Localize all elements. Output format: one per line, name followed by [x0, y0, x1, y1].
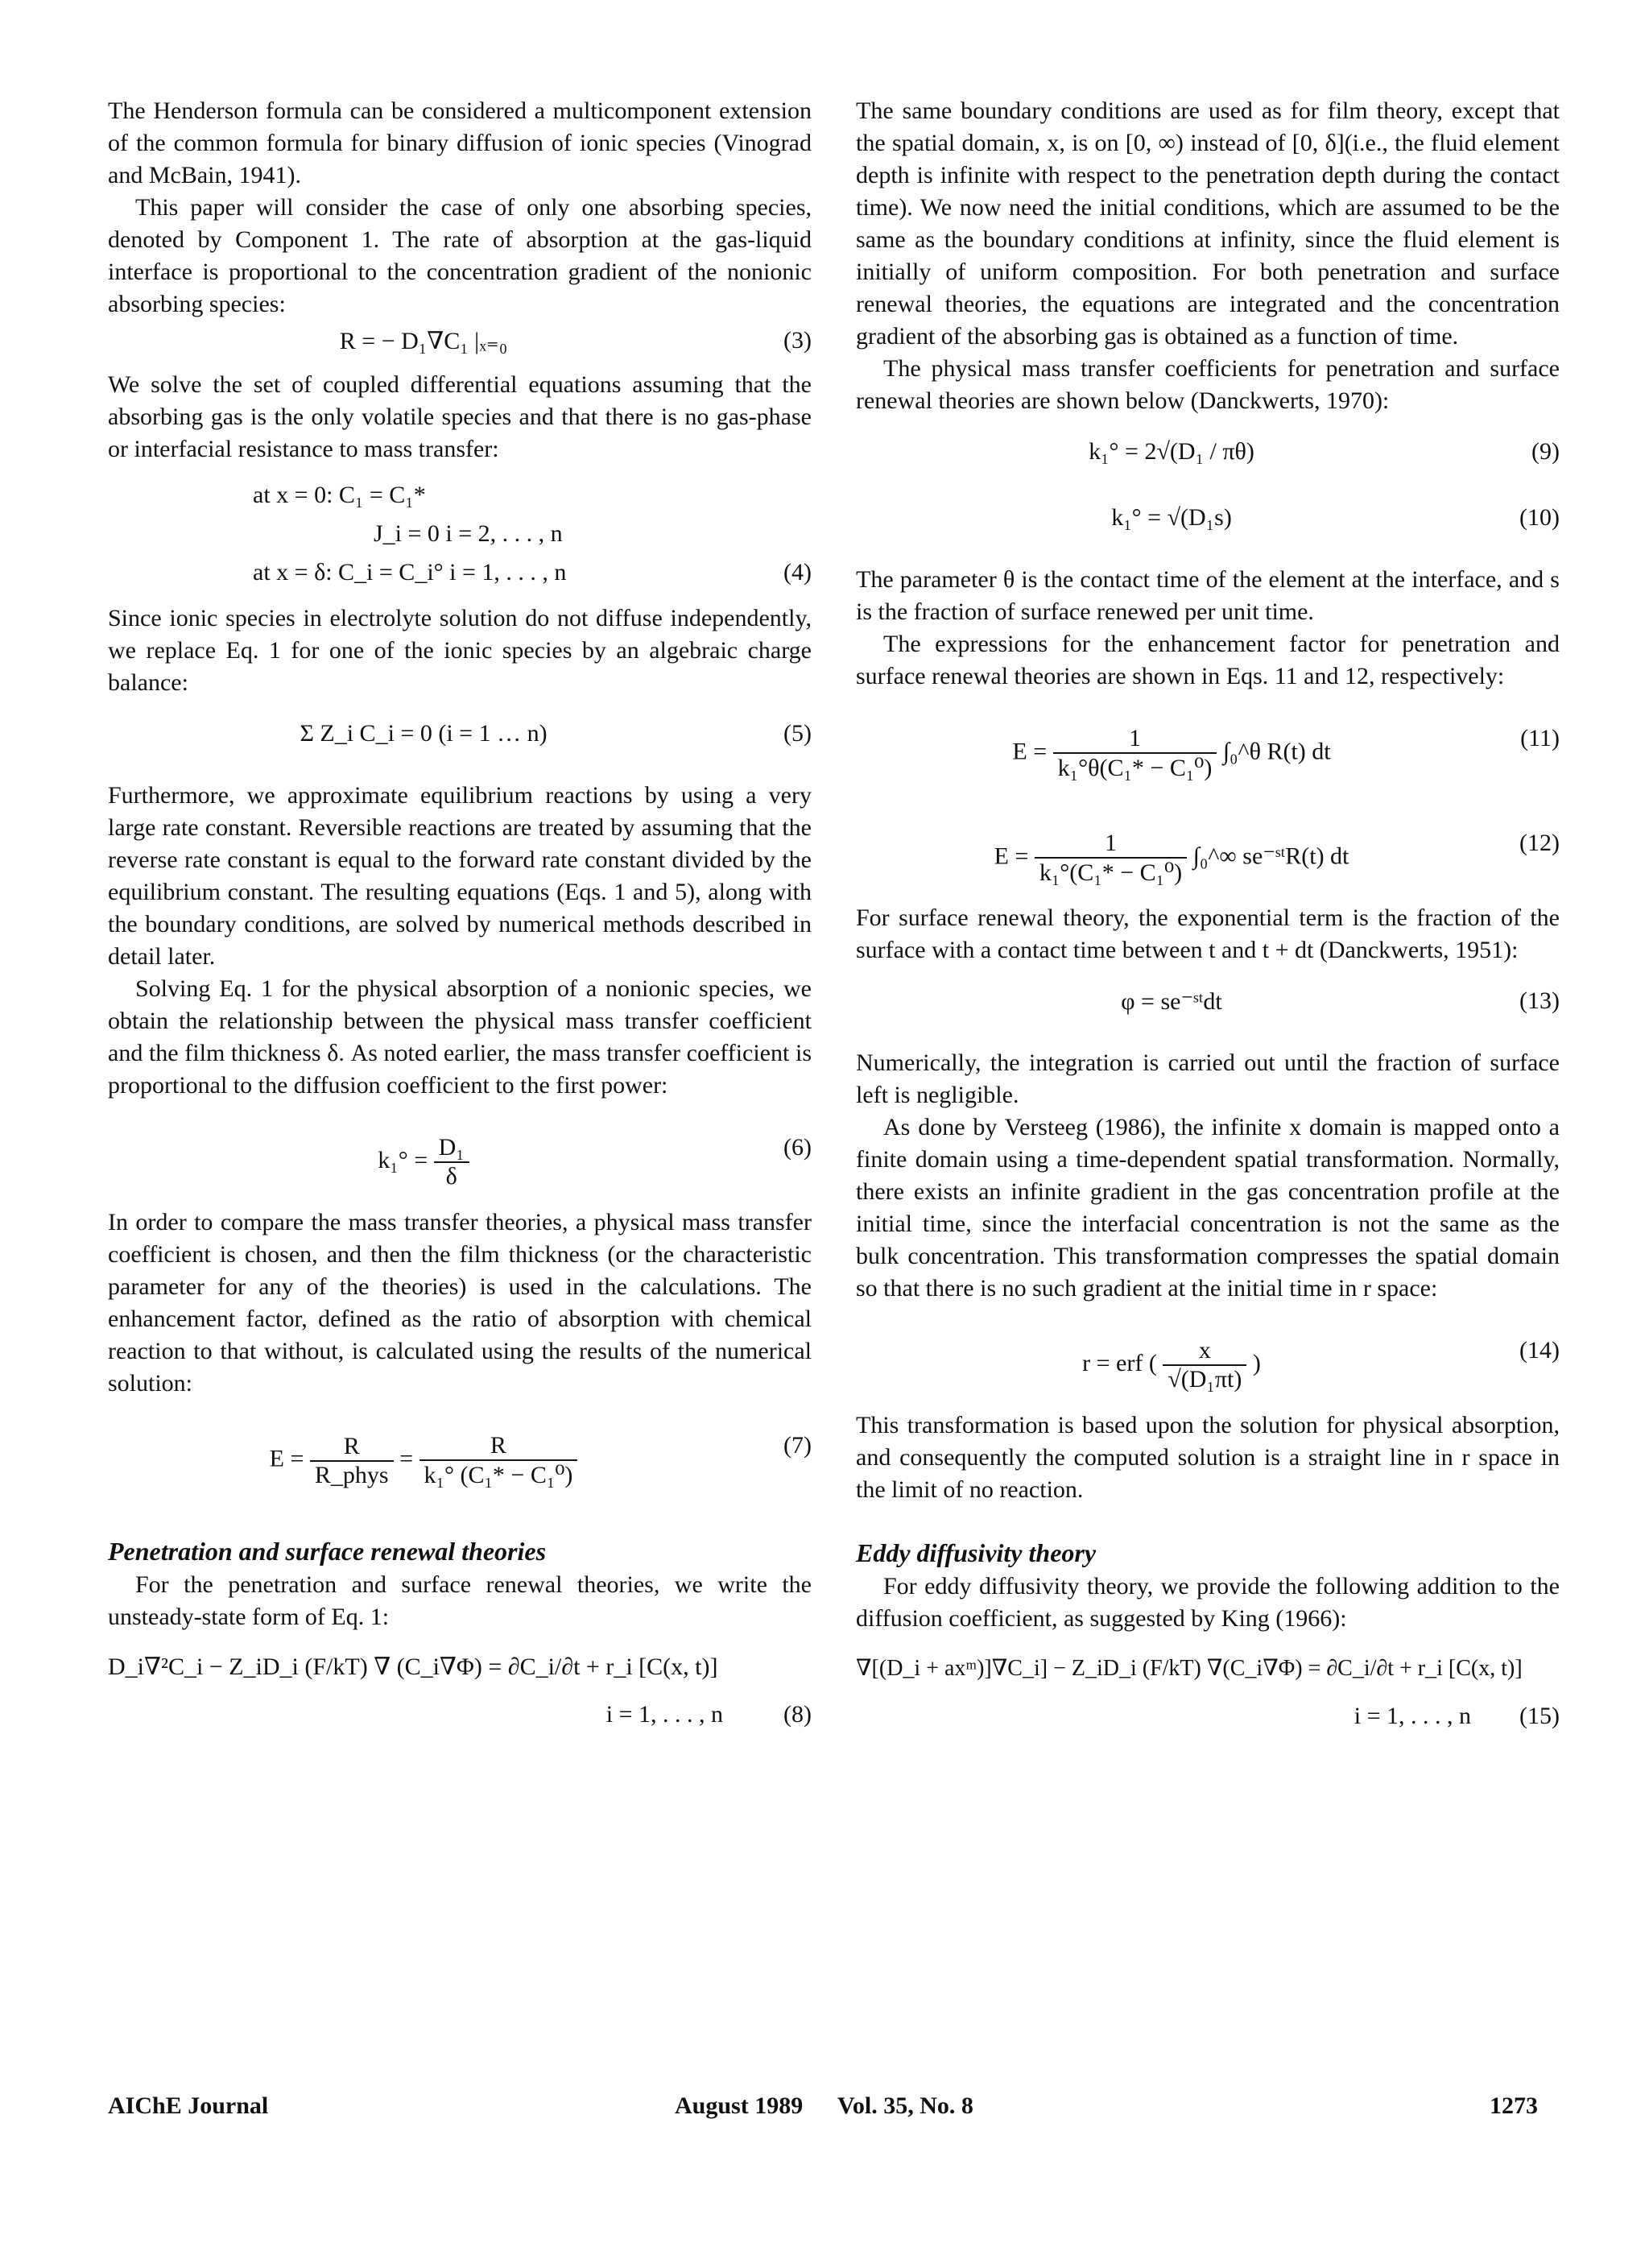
equation-body: D_i∇²C_i − Z_iD_i (F/kT) ∇ (C_i∇Φ) = ∂C_i/∂t + r_i [C(x, t)]	[108, 1653, 718, 1680]
paragraph: As done by Versteeg (1986), the infinite x domain is mapped onto a finite domain using a time-dependent spatial transformation. Normally, there exists an infinite gradient in the gas concentration profile at the initial time, since the interfacial concentration is not the same as the bulk concentration. This transformation compresses the spatial domain so that there is no such gradient at the initial time in r space:	[856, 1114, 1560, 1302]
denominator: δ	[445, 1163, 457, 1190]
equation-9	[856, 417, 1560, 498]
equation-number: (15)	[1519, 1703, 1560, 1729]
equation-body: k₁° = √(D₁s)	[1111, 504, 1232, 531]
equation-lhs: k₁° =	[378, 1146, 428, 1173]
integral: ∫₀^∞ se⁻ˢᵗR(t) dt	[1192, 842, 1349, 870]
equation-body: R = − D₁∇C₁ |ₓ₌₀	[339, 328, 508, 354]
left-column	[108, 95, 812, 1738]
equation-number: (13)	[1519, 987, 1560, 1014]
fraction	[1035, 830, 1187, 887]
boundary-condition-row: at x = δ: C_i = C_i° i = 1, . . . , n	[253, 559, 567, 586]
paragraph: For surface renewal theory, the exponential term is the fraction of the surface with a contact time between t and t + dt (Danckwerts, 1951):	[856, 904, 1560, 963]
denominator: R_phys	[314, 1461, 389, 1488]
fraction	[1053, 725, 1217, 782]
fraction	[310, 1433, 394, 1489]
equation-body: φ = se⁻ˢᵗdt	[1121, 988, 1222, 1015]
footer-date: August 1989	[675, 2092, 804, 2119]
closing-paren: )	[1252, 1349, 1261, 1376]
equation-number: (14)	[1519, 1337, 1560, 1364]
paragraph: The parameter θ is the contact time of the element at the interface, and s is the fraction of surface renewed per unit time.	[856, 566, 1560, 625]
equation-lhs: E =	[1012, 738, 1048, 765]
paragraph: This transformation is based upon the solution for physical absorption, and consequently the computed solution is a straight line in r space in the limit of no reaction.	[856, 1412, 1560, 1503]
equation-number: (3)	[783, 327, 812, 354]
equation-body: ∇[(D_i + axᵐ)]∇C_i] − Z_iD_i (F/kT) ∇(C_i∇Φ) = ∂C_i/∂t + r_i [C(x, t)]	[856, 1656, 1523, 1681]
boundary-condition-row: J_i = 0 i = 2, . . . , n	[374, 520, 563, 547]
footer-page-number: 1273	[1490, 2092, 1538, 2119]
paragraph: This paper will consider the case of only one absorbing species, denoted by Component 1. The rate of absorption at the gas-liquid interface is proportional to the concentration gradient of the nonionic absorbing species:	[108, 194, 812, 317]
equation-7	[108, 1400, 812, 1504]
footer-volume: Vol. 35, No. 8	[837, 2092, 973, 2119]
equation-number: (12)	[1519, 830, 1560, 856]
equation-3	[108, 321, 812, 369]
equation-13	[856, 966, 1560, 1047]
section-heading: Eddy diffusivity theory	[856, 1538, 1097, 1567]
paragraph: Solving Eq. 1 for the physical absorption of a nonionic species, we obtain the relationship between the physical mass transfer coefficient and the film thickness δ. As noted earlier, the mass transfer coefficient is proportional to the diffusion coefficient to the first power:	[108, 975, 812, 1099]
equation-number: (10)	[1519, 504, 1560, 531]
numerator: R	[310, 1433, 394, 1462]
equation-subscript-range: i = 1, . . . , n	[1354, 1703, 1471, 1729]
numerator: R	[419, 1432, 578, 1461]
equation-number: (7)	[783, 1432, 812, 1459]
paragraph: Numerically, the integration is carried out until the fraction of surface left is negligible.	[856, 1049, 1560, 1108]
denominator: k₁°(C₁* − C₁⁰)	[1039, 859, 1183, 886]
fraction	[434, 1134, 469, 1190]
equation-body: k₁° = 2√(D₁ / πθ)	[1089, 438, 1254, 465]
equation-subscript-range: i = 1, . . . , n	[605, 1701, 723, 1728]
paragraph: The same boundary conditions are used as for film theory, except that the spatial domain, x, is on [0, ∞) instead of [0, δ](i.e., the fluid element depth is infinite with respect to the penetration depth during the contact time). We now need the initial conditions, which are assumed to be the same as the boundary conditions at infinity, since the fluid element is initially of uniform composition. For both penetration and surface renewal theories, the equations are integrated and the concentration gradient of the absorbing gas is obtained as a function of time.	[856, 97, 1560, 350]
paragraph: We solve the set of coupled differential equations assuming that the absorbing gas is the only volatile species and that there is no gas-phase or interfacial resistance to mass transfer:	[108, 371, 812, 462]
equation-10	[856, 498, 1560, 546]
fraction	[1163, 1337, 1246, 1393]
numerator: 1	[1035, 830, 1187, 859]
numerator: 1	[1053, 725, 1217, 754]
equation-body: Σ Z_i C_i = 0 (i = 1 … n)	[300, 720, 548, 747]
equation-number: (9)	[1531, 438, 1560, 465]
equation-6	[108, 1102, 812, 1206]
denominator: k₁°θ(C₁* − C₁⁰)	[1057, 755, 1213, 781]
equation-number: (8)	[783, 1701, 812, 1728]
equation-number: (11)	[1520, 725, 1560, 751]
equation-number: (5)	[783, 720, 812, 747]
equation-15	[856, 1635, 1560, 1740]
equation-4-boundary-conditions	[108, 466, 812, 602]
equation-5	[108, 699, 812, 780]
paragraph: The physical mass transfer coefficients for penetration and surface renewal theories are shown below (Danckwerts, 1970):	[856, 355, 1560, 414]
equation-body	[108, 1432, 739, 1489]
integral: ∫₀^θ R(t) dt	[1222, 738, 1331, 765]
equation-12	[856, 797, 1560, 902]
footer-journal-name: AIChE Journal	[108, 2092, 269, 2119]
equation-lhs: E =	[994, 842, 1029, 870]
paragraph: Since ionic species in electrolyte solution do not diffuse independently, we replace Eq. 1 for one of the ionic species by an algebraic charge balance:	[108, 605, 812, 696]
section-heading: Penetration and surface renewal theories	[108, 1537, 547, 1566]
equation-8	[108, 1633, 812, 1738]
equation-lhs: r = erf (	[1082, 1349, 1157, 1376]
paragraph: For the penetration and surface renewal theories, we write the unsteady-state form of Eq. 1:	[108, 1571, 812, 1630]
fraction	[419, 1432, 578, 1489]
right-column	[856, 95, 1560, 1740]
numerator: D₁	[434, 1134, 469, 1163]
numerator: x	[1163, 1337, 1246, 1366]
equation-body	[856, 725, 1487, 782]
equals-sign: =	[399, 1445, 414, 1472]
equation-number: (4)	[783, 559, 812, 586]
paragraph: The expressions for the enhancement factor for penetration and surface renewal theories are shown in Eqs. 11 and 12, respectively:	[856, 631, 1560, 689]
paragraph: In order to compare the mass transfer theories, a physical mass transfer coefficient is chosen, and then the film thickness (or the characteristic parameter for any of the theories) is used in the calculations. The enhancement factor, defined as the ratio of absorption with chemical reaction to that without, is calculated using the results of the numerical solution:	[108, 1209, 812, 1397]
denominator: k₁° (C₁* − C₁⁰)	[424, 1462, 573, 1488]
equation-body	[856, 1337, 1487, 1393]
equation-number: (6)	[783, 1134, 812, 1161]
paragraph: For eddy diffusivity theory, we provide the following addition to the diffusion coefficient, as suggested by King (1966):	[856, 1573, 1560, 1632]
denominator: √(D₁πt)	[1168, 1366, 1242, 1393]
equation-body	[108, 1134, 739, 1190]
paragraph: The Henderson formula can be considered a multicomponent extension of the common formula for binary diffusion of ionic species (Vinograd and McBain, 1941).	[108, 97, 812, 188]
equation-body	[856, 830, 1487, 887]
equation-lhs: E =	[269, 1445, 304, 1472]
equation-14	[856, 1305, 1560, 1409]
paragraph: Furthermore, we approximate equilibrium reactions by using a very large rate constant. Reversible reactions are treated by assuming that the reverse rate constant is equal to the forward rate constant divided by the equilibrium constant. The resulting equations (Eqs. 1 and 5), along with the boundary conditions, are solved by numerical methods described in detail later.	[108, 782, 812, 970]
boundary-condition-row: at x = 0: C₁ = C₁*	[253, 482, 426, 508]
equation-11	[856, 693, 1560, 797]
